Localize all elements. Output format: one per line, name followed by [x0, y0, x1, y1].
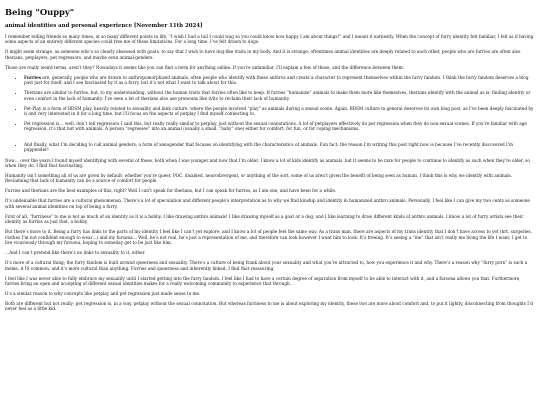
definition-text: Therians are similar to furries, but, to my understanding, without the human traits that furries often like to keep. If furries “humanize” animals to make them more like themselves, therians identify with the animal as is; finding identity or even comfort in the lack of humanity. I’ve seen a lot of therians also use pronouns like it/its to reclaim their lack of humanity.	[24, 90, 531, 101]
list-item-petplay	[24, 106, 535, 117]
article-subtitle: animal identities and personal experience [November 11th 2024]	[5, 23, 203, 29]
body-paragraph: It’s more of a cultural thing; the furry fandom is built around queerness and sexuality. There’s a culture of being frank about your sexuality and what you’re attracted to, how you experience it and why. There’s a reason why “furry porn” is such a meme, it IS common, and it’s more cultural than anything. Furries and queerness and inherently linked, I find that reassuring.	[5, 260, 528, 271]
page-title: Being "Ouppy"	[5, 7, 75, 17]
body-paragraph: Both are different but not really; pet regression is, in a way, petplay without the sexual connotation. But whereas furriness to me is about exploring my identity, these two are more about comfort and, to put it lightly, disconnecting from thoughts I’d never feel as a little kid.	[5, 300, 533, 312]
term-furries: Furries	[24, 74, 41, 80]
body-paragraph: I feel like I was never able to fully embrace my sexuality until I started getting into the furry fandom. I feel like I had to have a certain degree of separation from myself to be able to interact with it, and a fursona allows you that. Furthermore, furries bring an open and accepting of different sexual identities makes for a really welcoming community to experience that through.	[5, 275, 521, 286]
list-item-pet-regression	[24, 121, 535, 132]
definition-text: Pet regression is… well, don’t tell regressors I said this, but really really similar to petplay, just without the sexual connotations. A lot of petplayers effectively do pet regression when they do non-sexual scenes. If you’re familiar with age regression, it’s that but with animals. A person “regresses” into an animal (usually a small, “baby” one) either for comfort, for fun, or for coping mechanisms.	[24, 121, 527, 132]
body-paragraph: It’s a similar reason to why concepts like petplay and pet regression just made sense to me.	[5, 290, 201, 296]
intro-paragraph: Those are really weird terms, aren’t they? Nowadays it seems like you can find a term for anything online. If you’re unfamiliar, I’ll explain a few of these, and the difference between them:	[5, 64, 405, 70]
definition-text: are, generally, people who are drawn to anthropomorphized animals, often people who identify with these anthros and create a character to represent themselves within the furry fandom. I think the furry fandom deserves a blog post just for itself, and I see fascinated by it as a furry, but it’s not what I want to talk about for this.	[24, 74, 529, 86]
definitions-list	[5, 75, 535, 153]
definition-text: Pet-Play is a form of BDSM play, heavily related to sexuality and kink culture, where the people involved “play” as animals during a sexual scene. Again, BDSM culture in general deserves its own blog post, as I’ve been deeply fascinated by it and very interested in it for a long time, but I’ll focus on the aspects of petplay I find myself connecting to.	[24, 105, 534, 117]
list-item-animal-genders	[24, 142, 535, 153]
list-item-furries	[24, 75, 535, 86]
body-paragraph: Now… over the years I found myself identifying with several of these, both when I was younger and now that I’m older. I know a lot of kids identify as animals, but it seems to be rare for people to continue to identify as such when they’re older, so when they do, I find that fascinating.	[5, 157, 530, 169]
intro-paragraph: I remember telling friends so many times, at so many different points in life, “I wish I had a tail I could wag so you could know how happy I am about things!” and I meant it earnestly. When the concept of furry identity felt familiar, I felt as if having some aspects of an entirely different species could free me of these limitations. For a long time, I’ve felt drawn to dogs.	[5, 34, 534, 45]
body-paragraph: …And I can’t pretend like there’s no links to sexuality to it, either.	[5, 250, 146, 256]
list-item-therians	[24, 90, 535, 101]
definition-text: And finally, what I’m deciding to call animal genders; a form of xenogender that focuses on identifying with the characteristics of animals. Fun fact: the reason I’m writing this post right now is because I’ve recently discovered I’m puppender!	[24, 141, 513, 153]
body-paragraph: Humanity isn’t something all of us are given by default; whether you’re queer, POC, disabled, neurodivergent, or anything of the sort, some of us aren’t given the benefit of being seen as human. I think this is why we identify with animals. Reclaiming that lack of humanity can be a source of comfort for people.	[5, 173, 513, 184]
body-paragraph: Furries and therians are the best examples of this, right? Well I can’t speak for therians, but I can speak for furries, as I am one, and have been for a while.	[5, 188, 337, 194]
intro-paragraph: It might seem strange, as someone who’s so clearly obsessed with goats, to say that I wish to have dog-like traits in my body. And it is strange; oftentimes animal identities are deeply related to each other, people who are furries are often also therians, petplayers, pet regressors, and maybe even animal-genders.	[5, 49, 521, 60]
body-paragraph: First of all, “furriness” to me is not as much of an identity as it is a hobby. I like drawing anthro animals! I like drawing myself as a goat or a dog, and I like learning to draw different kinds of anthro animals. I know a lot of furry artists see their identity as furries as just that, a hobby.	[5, 213, 524, 225]
body-paragraph: It’s undeniable that furries are a cultural phenomenon. There’s a lot of speculation and different people’s interpretation as to why we find kinship and identity in humanized anthro animals. Personally, I feel like I can give my two cents as someone with several animal identities on top of being a furry.	[5, 198, 530, 209]
body-paragraph: But there’s more to it. Being a furry has links to the parts of my identity I feel like I can’t yet explore, and I know a lot of people feel the same way. As a trans man, there are aspects of my trans identity that I don’t have access to yet (hrt, surgeries, clothes I’m not confident enough to wear…) and my fursona… Well, he’s not real, he’s just a representation of me, and therefore can look however I want him to look. It’s freeing. It’s seeing a “me” that isn’t really me living the life I want; I get to live vicariously through my fursona, hoping to someday get to be just like him.	[5, 229, 532, 246]
